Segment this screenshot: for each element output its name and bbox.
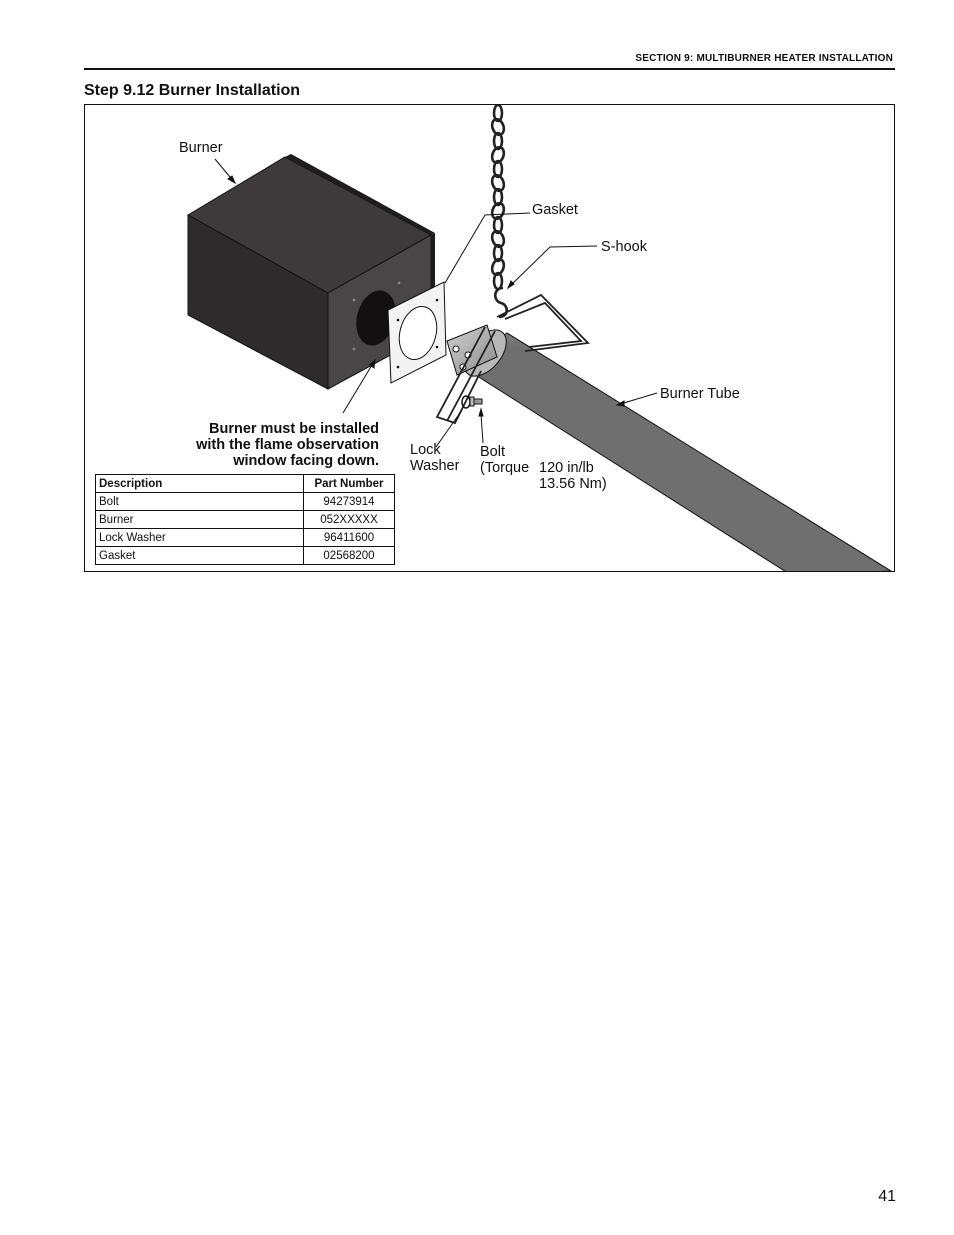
table-header-row (96, 475, 395, 493)
part-description: Gasket (96, 547, 304, 565)
torque-label-line1: 120 in/lb (539, 460, 594, 476)
table-row (96, 493, 395, 511)
burner-label: Burner (179, 140, 223, 156)
note-line-1: Burner must be installed (208, 421, 379, 437)
s-hook-label: S-hook (601, 239, 647, 255)
page-number: 41 (878, 1188, 896, 1205)
table-row (96, 547, 395, 565)
lock-washer-label-line2: Washer (410, 458, 460, 474)
column-header-description: Description (96, 475, 304, 493)
burner-tube (455, 322, 891, 572)
burner-tube-label: Burner Tube (660, 386, 740, 402)
bolt-label-line2: (Torque (480, 460, 530, 476)
hanging-chain (490, 105, 506, 289)
section-header: SECTION 9: MULTIBURNER HEATER INSTALLATION (635, 53, 893, 64)
part-number: 96411600 (304, 529, 395, 547)
header-rule (84, 68, 895, 70)
parts-table (95, 474, 395, 565)
figure-box (84, 104, 895, 572)
part-number: 052XXXXX (304, 511, 395, 529)
table-row (96, 529, 395, 547)
note-line-3: window facing down. (233, 453, 379, 469)
lock-washer-label-line1: Lock (410, 442, 441, 458)
gasket-label: Gasket (532, 202, 578, 218)
bolt-label-line1: Bolt (480, 444, 505, 460)
torque-label-line2: 13.56 Nm) (539, 476, 607, 492)
table-row (96, 511, 395, 529)
part-number: 02568200 (304, 547, 395, 565)
part-description: Burner (96, 511, 304, 529)
part-description: Lock Washer (96, 529, 304, 547)
column-header-part-number: Part Number (304, 475, 395, 493)
note-line-2: with the flame observation (196, 437, 379, 453)
part-number: 94273914 (304, 493, 395, 511)
step-title: Step 9.12 Burner Installation (84, 82, 301, 99)
installation-note (196, 421, 379, 469)
part-description: Bolt (96, 493, 304, 511)
